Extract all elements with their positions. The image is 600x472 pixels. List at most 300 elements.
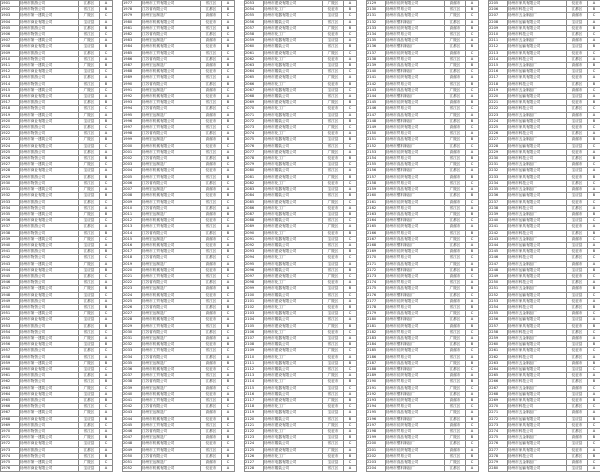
mark: C	[466, 236, 479, 242]
mark: B	[100, 416, 113, 422]
district: 邗江区	[323, 193, 344, 199]
mark: A	[466, 242, 479, 248]
company-name: 扬州市五金制品厂	[508, 162, 567, 168]
row-number: 2273	[489, 422, 508, 428]
row-number: 2235	[489, 187, 508, 193]
mark: C	[222, 218, 235, 224]
row-number: 2226	[489, 131, 508, 137]
mark: B	[344, 156, 357, 162]
district: 高邮市	[445, 249, 466, 255]
district: 广陵区	[445, 112, 466, 118]
row-number: 1940	[1, 242, 20, 248]
district: 宝应县	[79, 193, 100, 199]
company-name: 扬州市食品有限公司	[386, 112, 445, 118]
district: 高邮市	[567, 311, 588, 317]
mark: A	[222, 56, 235, 62]
company-name: 扬州市食品有限公司	[386, 87, 445, 93]
district: 江都区	[445, 44, 466, 50]
company-name: 扬州市食品有限公司	[386, 236, 445, 242]
district: 邗江区	[79, 156, 100, 162]
mark: A	[466, 38, 479, 44]
mark: C	[466, 162, 479, 168]
company-name: 扬州市食品有限公司	[386, 335, 445, 341]
mark: B	[222, 342, 235, 348]
row-number: 2058	[245, 32, 264, 38]
row-number: 2175	[367, 286, 386, 292]
mark: B	[344, 137, 357, 143]
district: 高邮市	[445, 273, 466, 279]
district: 广陵区	[323, 100, 344, 106]
district: 江都区	[201, 56, 222, 62]
district: 宝应县	[323, 311, 344, 317]
company-name: 扬州市电器有限公司	[264, 261, 323, 267]
row-number: 2259	[489, 335, 508, 341]
company-name: 扬州宏达制造厂	[142, 385, 201, 391]
district: 江都区	[201, 453, 222, 459]
district: 仪征市	[323, 404, 344, 410]
mark: C	[588, 329, 600, 335]
row-number: 2099	[245, 286, 264, 292]
mark: B	[222, 360, 235, 366]
district: 邗江区	[201, 373, 222, 379]
mark: C	[100, 13, 113, 19]
mark: B	[222, 118, 235, 124]
company-name: 扬州市第一建筑公司	[20, 38, 79, 44]
row-number: 2092	[245, 242, 264, 248]
row-number: 1913	[1, 75, 20, 81]
company-name: 扬州市食品有限公司	[386, 286, 445, 292]
company-name: 扬州市服装公司	[264, 242, 323, 248]
mark: C	[588, 87, 600, 93]
mark: C	[100, 273, 113, 279]
row-number: 1954	[1, 329, 20, 335]
district: 高邮市	[567, 236, 588, 242]
row-number: 1931	[1, 187, 20, 193]
company-name: 扬州市化工厂	[264, 379, 323, 385]
district: 江都区	[445, 218, 466, 224]
company-name: 扬州市贸易公司	[386, 7, 445, 13]
mark: A	[100, 429, 113, 435]
company-name: 扬州市服装公司	[264, 292, 323, 298]
district: 邗江区	[201, 25, 222, 31]
company-name: 扬州市电器有限公司	[264, 63, 323, 69]
district: 高邮市	[201, 87, 222, 93]
district: 江都区	[445, 416, 466, 422]
row-number: 1988	[123, 69, 142, 75]
district: 邗江区	[79, 379, 100, 385]
row-number: 2069	[245, 100, 264, 106]
district: 仪征市	[323, 429, 344, 435]
row-number: 2027	[123, 311, 142, 317]
row-number: 1970	[1, 429, 20, 435]
row-number: 2153	[367, 149, 386, 155]
row-number: 2191	[367, 385, 386, 391]
mark: C	[100, 348, 113, 354]
company-name: 江苏省有限公司	[142, 56, 201, 62]
row-number: 2097	[245, 273, 264, 279]
registry-table	[0, 0, 113, 472]
company-name: 江苏省有限公司	[142, 32, 201, 38]
district: 仪征市	[323, 255, 344, 261]
company-name: 江苏省有限公司	[142, 329, 201, 335]
row-number: 2118	[245, 404, 264, 410]
mark: C	[466, 50, 479, 56]
company-name: 扬州市服装公司	[264, 218, 323, 224]
mark: B	[100, 286, 113, 292]
district: 仪征市	[201, 466, 222, 472]
mark: A	[222, 466, 235, 472]
row-number: 2128	[245, 466, 264, 472]
company-name: 扬州市贸易公司	[386, 106, 445, 112]
district: 宝应县	[323, 38, 344, 44]
row-number: 1927	[1, 162, 20, 168]
company-name: 扬州市机械有限公司	[142, 242, 201, 248]
mark: B	[466, 25, 479, 31]
company-name: 扬州宏达制造厂	[142, 435, 201, 441]
mark: C	[222, 199, 235, 205]
mark: B	[588, 286, 600, 292]
company-name: 扬州市塑料制品厂	[386, 118, 445, 124]
mark: B	[344, 249, 357, 255]
mark: A	[100, 1, 113, 7]
district: 江都区	[445, 466, 466, 472]
district: 仪征市	[567, 373, 588, 379]
company-name: 江苏省有限公司	[142, 106, 201, 112]
mark: B	[100, 304, 113, 310]
district: 江都区	[567, 56, 588, 62]
row-number: 1914	[1, 81, 20, 87]
company-name: 扬州市电器有限公司	[264, 137, 323, 143]
company-name: 扬州市家具有限公司	[508, 174, 567, 180]
district: 高邮市	[567, 460, 588, 466]
mark: A	[344, 112, 357, 118]
row-number: 1941	[1, 249, 20, 255]
district: 仪征市	[323, 7, 344, 13]
district: 邗江区	[445, 106, 466, 112]
district: 广陵区	[79, 435, 100, 441]
mark: B	[466, 118, 479, 124]
mark: B	[466, 44, 479, 50]
district: 高邮市	[201, 13, 222, 19]
mark: A	[466, 261, 479, 267]
company-name: 扬州市塑料制品厂	[386, 366, 445, 372]
mark: B	[344, 25, 357, 31]
row-number: 2109	[245, 348, 264, 354]
row-number: 2266	[489, 379, 508, 385]
district: 邗江区	[79, 205, 100, 211]
mark: B	[466, 453, 479, 459]
company-name: 扬州市建设有限公司	[264, 75, 323, 81]
row-number: 2066	[245, 81, 264, 87]
district: 宝应县	[79, 342, 100, 348]
company-name: 扬州市五金制品厂	[508, 286, 567, 292]
mark: B	[222, 323, 235, 329]
row-number: 1935	[1, 211, 20, 217]
company-name: 扬州市工贸有限公司	[142, 373, 201, 379]
row-number: 2240	[489, 218, 508, 224]
row-number: 2110	[245, 354, 264, 360]
mark: B	[466, 304, 479, 310]
mark: B	[588, 137, 600, 143]
mark: C	[100, 32, 113, 38]
district: 仪征市	[201, 19, 222, 25]
company-name: 扬州市旅游公司	[20, 348, 79, 354]
row-number: 2039	[123, 385, 142, 391]
mark: B	[344, 323, 357, 329]
district: 江都区	[79, 149, 100, 155]
district: 江都区	[79, 100, 100, 106]
district: 广陵区	[79, 187, 100, 193]
company-name: 扬州市商业有限公司	[20, 168, 79, 174]
row-number: 2106	[245, 329, 264, 335]
district: 江都区	[445, 168, 466, 174]
mark: C	[100, 143, 113, 149]
company-name: 扬州市科技公司	[508, 453, 567, 459]
mark: A	[344, 131, 357, 137]
mark: B	[588, 211, 600, 217]
mark: A	[222, 354, 235, 360]
mark: B	[100, 342, 113, 348]
company-name: 扬州市第一建筑公司	[20, 236, 79, 242]
row-number: 2215	[489, 63, 508, 69]
company-name: 扬州市服装公司	[264, 342, 323, 348]
company-name: 扬州市机械有限公司	[142, 342, 201, 348]
district: 高邮市	[445, 125, 466, 131]
mark: A	[344, 94, 357, 100]
company-name: 扬州市运输有限公司	[508, 94, 567, 100]
row-number: 1906	[1, 32, 20, 38]
company-name: 扬州市运输有限公司	[508, 168, 567, 174]
district: 邗江区	[445, 354, 466, 360]
row-number: 1984	[123, 44, 142, 50]
company-name: 扬州市工贸有限公司	[142, 273, 201, 279]
district: 邗江区	[79, 131, 100, 137]
row-number: 1925	[1, 149, 20, 155]
mark: A	[222, 429, 235, 435]
row-number: 2182	[367, 329, 386, 335]
company-name: 扬州市物资公司	[20, 205, 79, 211]
row-number: 2271	[489, 410, 508, 416]
company-name: 江苏省有限公司	[142, 429, 201, 435]
district: 宝应县	[567, 168, 588, 174]
row-number: 2217	[489, 75, 508, 81]
district: 邗江区	[201, 1, 222, 7]
mark: B	[466, 81, 479, 87]
company-name: 扬州宏达制造厂	[142, 460, 201, 466]
mark: A	[466, 447, 479, 453]
mark: B	[344, 360, 357, 366]
row-number: 2278	[489, 453, 508, 459]
district: 广陵区	[323, 447, 344, 453]
row-number: 2086	[245, 205, 264, 211]
company-name: 扬州市第一建筑公司	[20, 286, 79, 292]
company-name: 扬州市物资公司	[20, 131, 79, 137]
mark: C	[222, 422, 235, 428]
mark: C	[344, 69, 357, 75]
company-name: 扬州市五金制品厂	[508, 360, 567, 366]
district: 宝应县	[567, 466, 588, 472]
district: 仪征市	[567, 447, 588, 453]
company-name: 扬州市五金制品厂	[508, 112, 567, 118]
district: 广陵区	[79, 261, 100, 267]
district: 广陵区	[323, 348, 344, 354]
row-number: 2254	[489, 304, 508, 310]
district: 江都区	[567, 205, 588, 211]
mark: A	[344, 373, 357, 379]
district: 仪征市	[567, 1, 588, 7]
district: 邗江区	[201, 224, 222, 230]
row-number: 2272	[489, 416, 508, 422]
mark: A	[466, 391, 479, 397]
mark: B	[222, 304, 235, 310]
district: 高邮市	[201, 187, 222, 193]
mark: B	[100, 230, 113, 236]
mark: A	[344, 149, 357, 155]
mark: B	[222, 25, 235, 31]
row-number: 2163	[367, 211, 386, 217]
district: 江都区	[567, 7, 588, 13]
row-number: 2001	[123, 149, 142, 155]
row-number: 2056	[245, 19, 264, 25]
company-name: 扬州市化工厂	[264, 329, 323, 335]
company-name: 扬州市家具有限公司	[508, 199, 567, 205]
mark: C	[466, 366, 479, 372]
mark: B	[100, 137, 113, 143]
mark: B	[222, 249, 235, 255]
company-name: 扬州市物资公司	[20, 81, 79, 87]
company-name: 扬州市服装公司	[264, 44, 323, 50]
company-name: 江苏省有限公司	[142, 205, 201, 211]
mark: A	[222, 75, 235, 81]
mark: A	[588, 224, 600, 230]
district: 广陵区	[79, 410, 100, 416]
district: 广陵区	[445, 211, 466, 217]
company-name: 扬州市物资公司	[20, 354, 79, 360]
mark: A	[588, 429, 600, 435]
row-number: 2234	[489, 180, 508, 186]
company-name: 扬州市旅游公司	[20, 1, 79, 7]
district: 仪征市	[323, 453, 344, 459]
company-name: 扬州市化工厂	[264, 205, 323, 211]
company-name: 扬州市家具有限公司	[508, 273, 567, 279]
row-number: 2263	[489, 360, 508, 366]
company-name: 扬州市运输有限公司	[508, 44, 567, 50]
row-number: 2119	[245, 410, 264, 416]
row-number: 2053	[245, 1, 264, 7]
mark: A	[222, 94, 235, 100]
company-name: 扬州市纺织有限公司	[386, 398, 445, 404]
registry-table	[122, 0, 235, 472]
mark: C	[466, 329, 479, 335]
district: 邗江区	[79, 106, 100, 112]
row-number: 1989	[123, 75, 142, 81]
mark: B	[222, 174, 235, 180]
district: 广陵区	[79, 87, 100, 93]
company-name: 扬州市第一建筑公司	[20, 13, 79, 19]
row-number: 2221	[489, 100, 508, 106]
company-name: 扬州市家具有限公司	[508, 125, 567, 131]
company-name: 扬州市电器有限公司	[264, 211, 323, 217]
company-name: 扬州市运输有限公司	[508, 416, 567, 422]
district: 江都区	[201, 131, 222, 137]
district: 仪征市	[201, 267, 222, 273]
row-number: 2070	[245, 106, 264, 112]
row-number: 2125	[245, 447, 264, 453]
district: 邗江区	[323, 242, 344, 248]
district: 邗江区	[323, 218, 344, 224]
mark: C	[100, 404, 113, 410]
row-number: 2055	[245, 13, 264, 19]
company-name: 扬州市纺织有限公司	[386, 149, 445, 155]
mark: A	[344, 75, 357, 81]
row-number: 2094	[245, 255, 264, 261]
company-name: 扬州市电器有限公司	[264, 13, 323, 19]
mark: A	[222, 112, 235, 118]
table-block-5	[488, 0, 596, 400]
row-number: 2170	[367, 255, 386, 261]
district: 仪征市	[323, 329, 344, 335]
district: 宝应县	[323, 137, 344, 143]
company-name: 扬州市科技公司	[508, 230, 567, 236]
company-name: 扬州市塑料制品厂	[386, 317, 445, 323]
company-name: 扬州市家具有限公司	[508, 25, 567, 31]
row-number: 2154	[367, 156, 386, 162]
district: 邗江区	[323, 267, 344, 273]
mark: C	[222, 87, 235, 93]
company-name: 扬州市运输有限公司	[508, 118, 567, 124]
company-name: 扬州市旅游公司	[20, 373, 79, 379]
row-number: 1942	[1, 255, 20, 261]
company-name: 扬州市五金制品厂	[508, 137, 567, 143]
mark: B	[588, 360, 600, 366]
mark: B	[344, 379, 357, 385]
row-number: 2146	[367, 106, 386, 112]
mark: A	[344, 354, 357, 360]
mark: C	[588, 273, 600, 279]
company-name: 扬州市商业有限公司	[20, 69, 79, 75]
mark: B	[100, 379, 113, 385]
company-name: 扬州市第一建筑公司	[20, 385, 79, 391]
mark: B	[466, 286, 479, 292]
row-number: 1944	[1, 267, 20, 273]
mark: A	[344, 38, 357, 44]
row-number: 2211	[489, 38, 508, 44]
mark: A	[466, 280, 479, 286]
district: 宝应县	[79, 441, 100, 447]
row-number: 2230	[489, 156, 508, 162]
district: 宝应县	[79, 391, 100, 397]
mark: A	[100, 56, 113, 62]
district: 高邮市	[201, 311, 222, 317]
district: 江都区	[567, 106, 588, 112]
row-number: 2159	[367, 187, 386, 193]
mark: C	[344, 50, 357, 56]
row-number: 2198	[367, 429, 386, 435]
company-name: 扬州市机械有限公司	[142, 366, 201, 372]
mark: C	[222, 236, 235, 242]
company-name: 扬州市工贸有限公司	[142, 125, 201, 131]
district: 高邮市	[567, 360, 588, 366]
company-name: 扬州市贸易公司	[386, 329, 445, 335]
mark: B	[588, 379, 600, 385]
mark: C	[100, 87, 113, 93]
district: 宝应县	[323, 360, 344, 366]
company-name: 扬州市电器有限公司	[264, 236, 323, 242]
row-number: 2162	[367, 205, 386, 211]
row-number: 2101	[245, 298, 264, 304]
mark: A	[466, 373, 479, 379]
mark: C	[466, 422, 479, 428]
